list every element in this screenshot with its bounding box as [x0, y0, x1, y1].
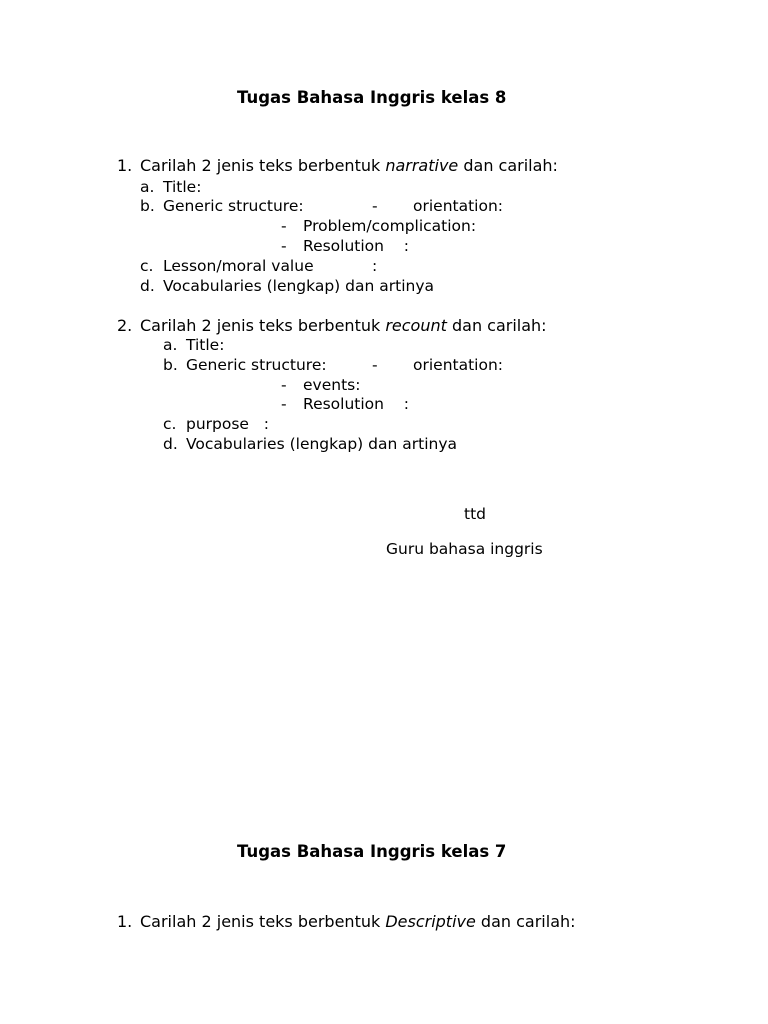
bullet-dash: - [372, 356, 378, 374]
list-marker: a. [163, 336, 178, 354]
item-1-instruction: Carilah 2 jenis teks berbentuk narrative dan carilah: [140, 156, 558, 175]
item-number: 1. [117, 912, 133, 931]
list-marker: a. [140, 178, 155, 196]
item-number: 2. [117, 316, 133, 335]
colon: : [372, 257, 378, 275]
structure-events: events: [303, 376, 361, 394]
list-marker: c. [140, 257, 154, 275]
item-1-instruction: Carilah 2 jenis teks berbentuk Descriptive dan carilah: [140, 912, 576, 931]
bullet-dash: - [281, 376, 287, 394]
signature-role: Guru bahasa inggris [386, 540, 543, 558]
text-type-emphasis: recount [385, 316, 447, 335]
list-item-generic-structure: Generic structure: [186, 356, 327, 374]
structure-resolution: Resolution : [303, 395, 409, 413]
section-title-kelas-8: Tugas Bahasa Inggris kelas 8 [237, 88, 507, 107]
list-marker: d. [140, 277, 155, 295]
list-marker: c. [163, 415, 177, 433]
text-type-emphasis: narrative [385, 156, 459, 175]
structure-problem-complication: Problem/complication: [303, 217, 477, 235]
signature-ttd: ttd [464, 505, 486, 523]
structure-resolution: Resolution : [303, 237, 409, 255]
item-number: 1. [117, 156, 133, 175]
list-marker: b. [163, 356, 178, 374]
list-item-title: Title: [186, 336, 225, 354]
list-item-generic-structure: Generic structure: [163, 197, 304, 215]
structure-orientation: orientation: [413, 197, 504, 215]
list-item-title: Title: [163, 178, 202, 196]
list-marker: d. [163, 435, 178, 453]
list-marker: b. [140, 197, 155, 215]
bullet-dash: - [281, 217, 287, 235]
item-2-instruction: Carilah 2 jenis teks berbentuk recount dan carilah: [140, 316, 547, 335]
bullet-dash: - [281, 237, 287, 255]
list-item-vocabularies: Vocabularies (lengkap) dan artinya [163, 277, 434, 295]
text-type-emphasis: Descriptive [385, 912, 476, 931]
bullet-dash: - [281, 395, 287, 413]
list-item-lesson: Lesson/moral value [163, 257, 314, 275]
structure-orientation: orientation: [413, 356, 504, 374]
list-item-vocabularies: Vocabularies (lengkap) dan artinya [186, 435, 457, 453]
list-item-purpose: purpose : [186, 415, 269, 433]
bullet-dash: - [372, 197, 378, 215]
section-title-kelas-7: Tugas Bahasa Inggris kelas 7 [237, 842, 507, 861]
